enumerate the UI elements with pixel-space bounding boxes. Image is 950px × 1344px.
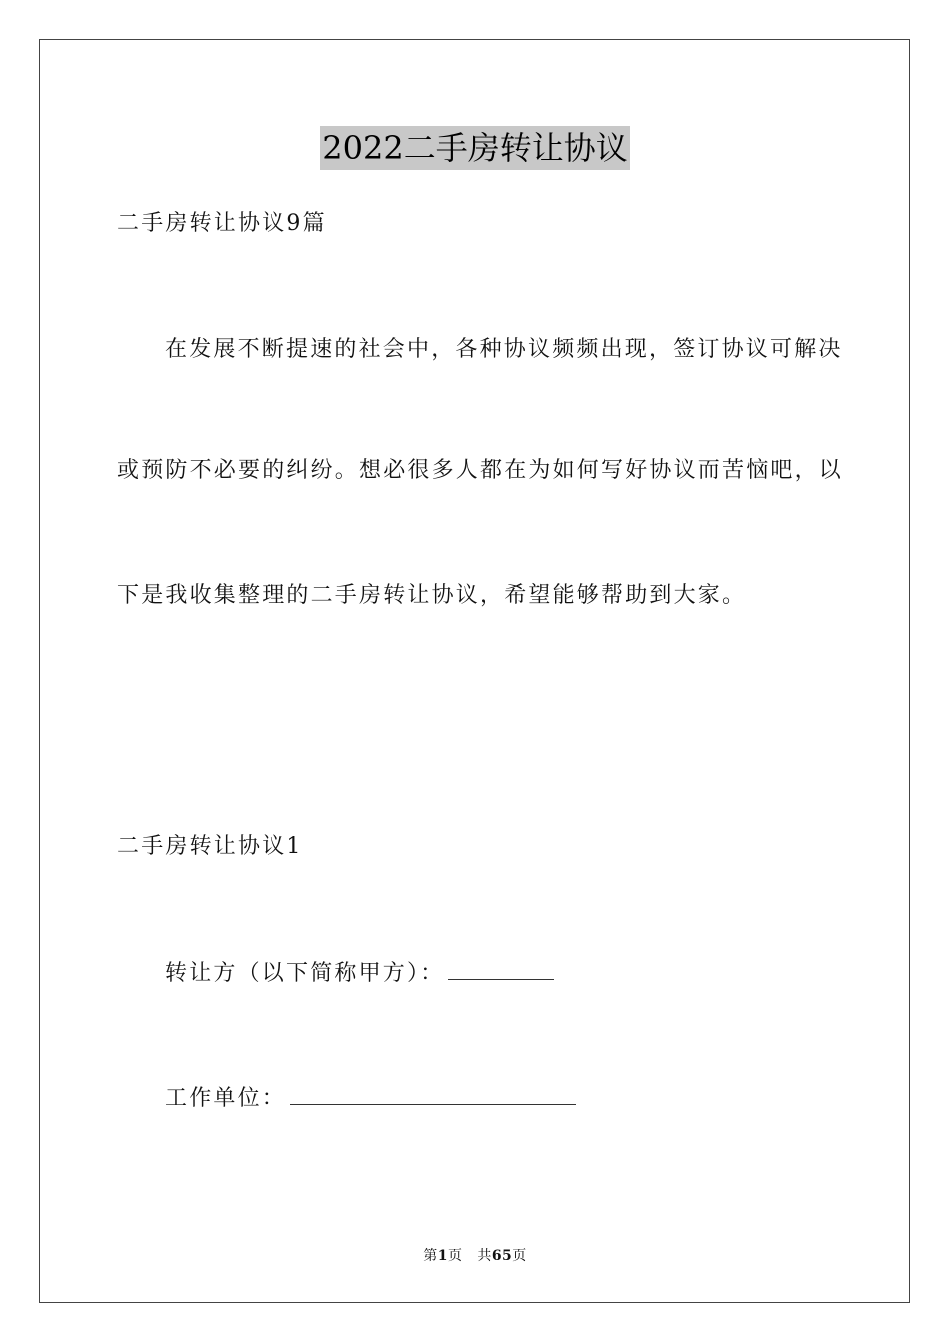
title-container	[0, 126, 950, 170]
footer-total-pages: 65	[491, 1248, 513, 1264]
intro-line-3: 下是我收集整理的二手房转让协议，希望能够帮助到大家。	[117, 583, 747, 608]
transferor-blank[interactable]	[448, 957, 554, 980]
transferor-field	[165, 957, 554, 989]
transferor-label: 转让方（以下简称甲方）：	[165, 961, 445, 986]
footer-total-prefix: 共	[477, 1248, 492, 1264]
intro-line-1: 在发展不断提速的社会中，各种协议频频出现，签订协议可解决	[165, 337, 843, 362]
workplace-label: 工作单位：	[165, 1086, 287, 1111]
footer-total-suffix: 页	[512, 1248, 527, 1264]
workplace-blank[interactable]	[290, 1082, 576, 1105]
footer-page-mid: 页	[447, 1248, 463, 1264]
workplace-field	[165, 1082, 576, 1114]
footer-page-prefix: 第	[423, 1248, 438, 1264]
footer-page-number: 1	[437, 1248, 448, 1264]
page-footer	[0, 1246, 950, 1266]
section-heading: 二手房转让协议1	[117, 834, 303, 859]
document-subtitle: 二手房转让协议9篇	[117, 211, 327, 236]
document-title: 2022二手房转让协议	[320, 126, 629, 170]
intro-line-2: 或预防不必要的纠纷。想必很多人都在为如何写好协议而苦恼吧，以	[117, 458, 844, 483]
